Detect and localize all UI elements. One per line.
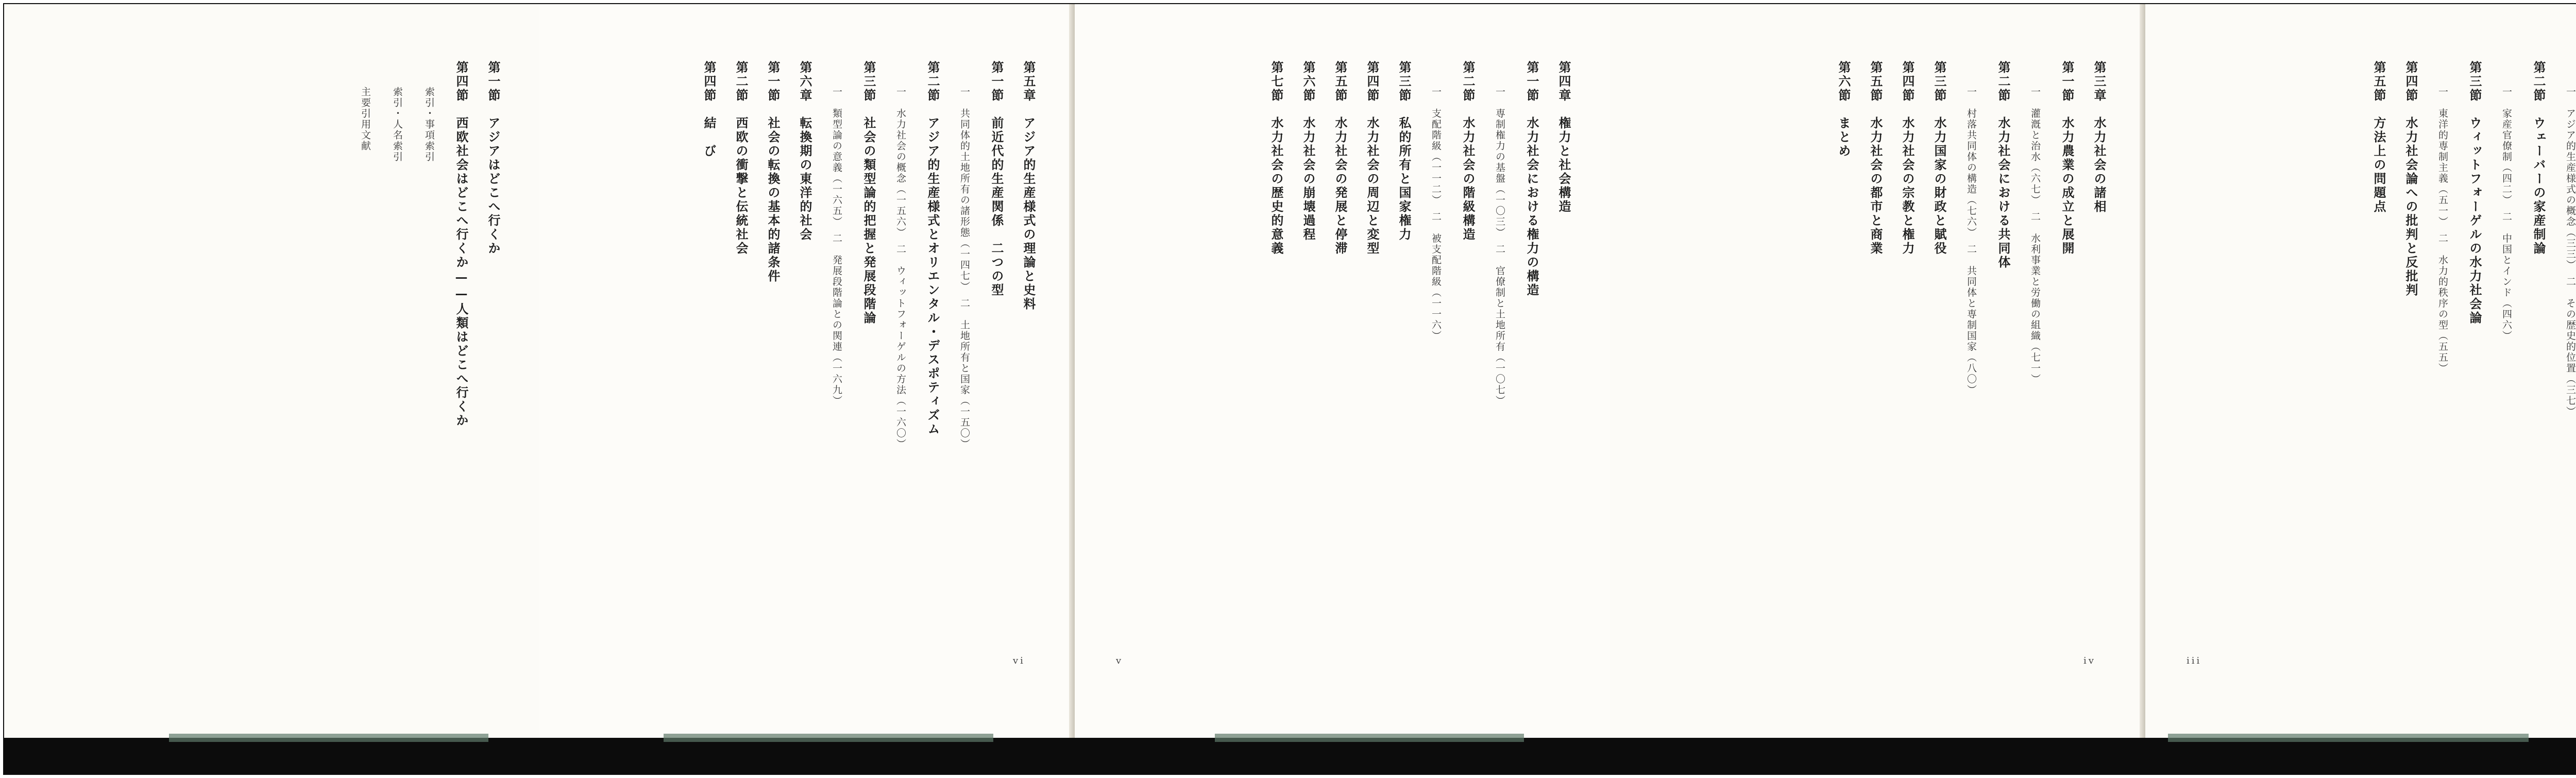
toc-heading: 第三節 社会の類型論的把握と発展段階論 bbox=[861, 61, 876, 325]
toc-entry: 主要引用文献 bbox=[360, 87, 371, 151]
toc-entry: 一 共同体的土地所有の諸形態（一四七） 二 土地所有と国家（一五〇） bbox=[959, 87, 970, 450]
toc-entry: 一 灌漑と治水（六七） 二 水利事業と労働の組織（七一） bbox=[2029, 87, 2041, 385]
toc-heading: 第四節 結 び bbox=[702, 61, 717, 158]
toc-heading: 第三節 私的所有と国家権力 bbox=[1397, 61, 1412, 242]
toc-entry: 一 東洋的専制主義（五一） 二 水力的秩序の型（五五） bbox=[2437, 87, 2448, 374]
page-edge bbox=[664, 734, 993, 742]
toc-heading: 第四章 権力と社会構造 bbox=[1556, 61, 1571, 214]
toc-heading: 第二節 西欧の衝撃と伝統社会 bbox=[734, 61, 749, 256]
scanned-book-spread bbox=[3, 3, 2576, 775]
toc-heading: 第二節 ウェーバーの家産制論 bbox=[2531, 61, 2546, 256]
toc-entry: 一 支配階級（一一二） 二 被支配階級（一一六） bbox=[1430, 87, 1442, 342]
toc-heading: 第二節 水力社会における共同体 bbox=[1996, 61, 2011, 269]
book-page bbox=[539, 4, 1075, 746]
page-number: vi bbox=[1013, 655, 1025, 666]
toc-heading: 第二節 アジア的生産様式とオリエンタル・デスポティズム bbox=[925, 61, 940, 436]
toc-entry: 索引・事項索引 bbox=[423, 87, 435, 162]
toc-heading: 第五節 水力社会の都市と商業 bbox=[1868, 61, 1883, 256]
toc-entry: 一 アジア的生産様式の概念（三三） 二 その歴史的位置（三七） bbox=[2565, 87, 2576, 417]
toc-entry: 一 類型論の意義（一六五） 二 発展段階論との関連（一六九） bbox=[831, 87, 842, 407]
toc-heading: 第一節 アジアはどこへ行くか bbox=[486, 61, 501, 256]
page-edge bbox=[1215, 734, 1524, 742]
toc-entry: 索引・人名索引 bbox=[392, 87, 403, 162]
toc-heading: 第二節 水力社会の階級構造 bbox=[1461, 61, 1476, 242]
toc-heading: 第四節 水力社会の周辺と変型 bbox=[1365, 61, 1380, 256]
toc-heading: 第三章 水力社会の諸相 bbox=[2092, 61, 2107, 214]
toc-entry: 一 水力社会の概念（一五六） 二 ウィットフォーゲルの方法（一六〇） bbox=[895, 87, 906, 450]
toc-heading: 第五節 水力社会の発展と停滞 bbox=[1333, 61, 1348, 256]
toc-heading: 第六章 転換期の東洋的社会 bbox=[798, 61, 812, 242]
toc-heading: 第四節 水力社会の宗教と権力 bbox=[1900, 61, 1915, 256]
toc-entry: 一 村落共同体の構造（七六） 二 共同体と専制国家（八〇） bbox=[1965, 87, 1977, 396]
toc-heading: 第五節 方法上の問題点 bbox=[2371, 61, 2386, 214]
book-page bbox=[2145, 4, 2576, 746]
toc-heading: 第一節 水力農業の成立と展開 bbox=[2060, 61, 2075, 256]
scan-shadow bbox=[4, 738, 2576, 774]
toc-heading: 第四節 西欧社会はどこへ行くか——人類はどこへ行くか bbox=[454, 61, 469, 428]
toc-heading: 第六節 まとめ bbox=[1836, 61, 1851, 158]
toc-heading: 第一節 前近代的生産関係 二つの型 bbox=[989, 61, 1004, 297]
toc-entry: 一 専制権力の基盤（一〇三） 二 官僚制と土地所有（一〇七） bbox=[1494, 87, 1505, 407]
toc-heading: 第三節 ウィットフォーゲルの水力社会論 bbox=[2467, 61, 2482, 325]
book-page bbox=[1075, 4, 1611, 746]
toc-heading: 第一節 水力社会における権力の構造 bbox=[1524, 61, 1539, 297]
toc-heading: 第六節 水力社会の崩壊過程 bbox=[1301, 61, 1316, 242]
page-edge bbox=[169, 734, 488, 742]
book-page bbox=[4, 4, 540, 746]
page-number: iv bbox=[2083, 655, 2096, 666]
toc-heading: 第七節 水力社会の歴史的意義 bbox=[1269, 61, 1284, 256]
book-page bbox=[1610, 4, 2146, 746]
page-number: iii bbox=[2187, 655, 2202, 666]
toc-heading: 第四節 水力社会論への批判と反批判 bbox=[2403, 61, 2418, 297]
page-number: v bbox=[1116, 655, 1124, 666]
toc-heading: 第三節 水力国家の財政と賦役 bbox=[1932, 61, 1947, 256]
toc-heading: 第五章 アジア的生産様式の理論と史料 bbox=[1021, 61, 1036, 311]
page-edge bbox=[2168, 734, 2529, 742]
toc-entry: 一 家産官僚制（四二） 二 中国とインド（四六） bbox=[2501, 87, 2512, 342]
toc-heading: 第一節 社会の転換の基本的諸条件 bbox=[766, 61, 781, 283]
